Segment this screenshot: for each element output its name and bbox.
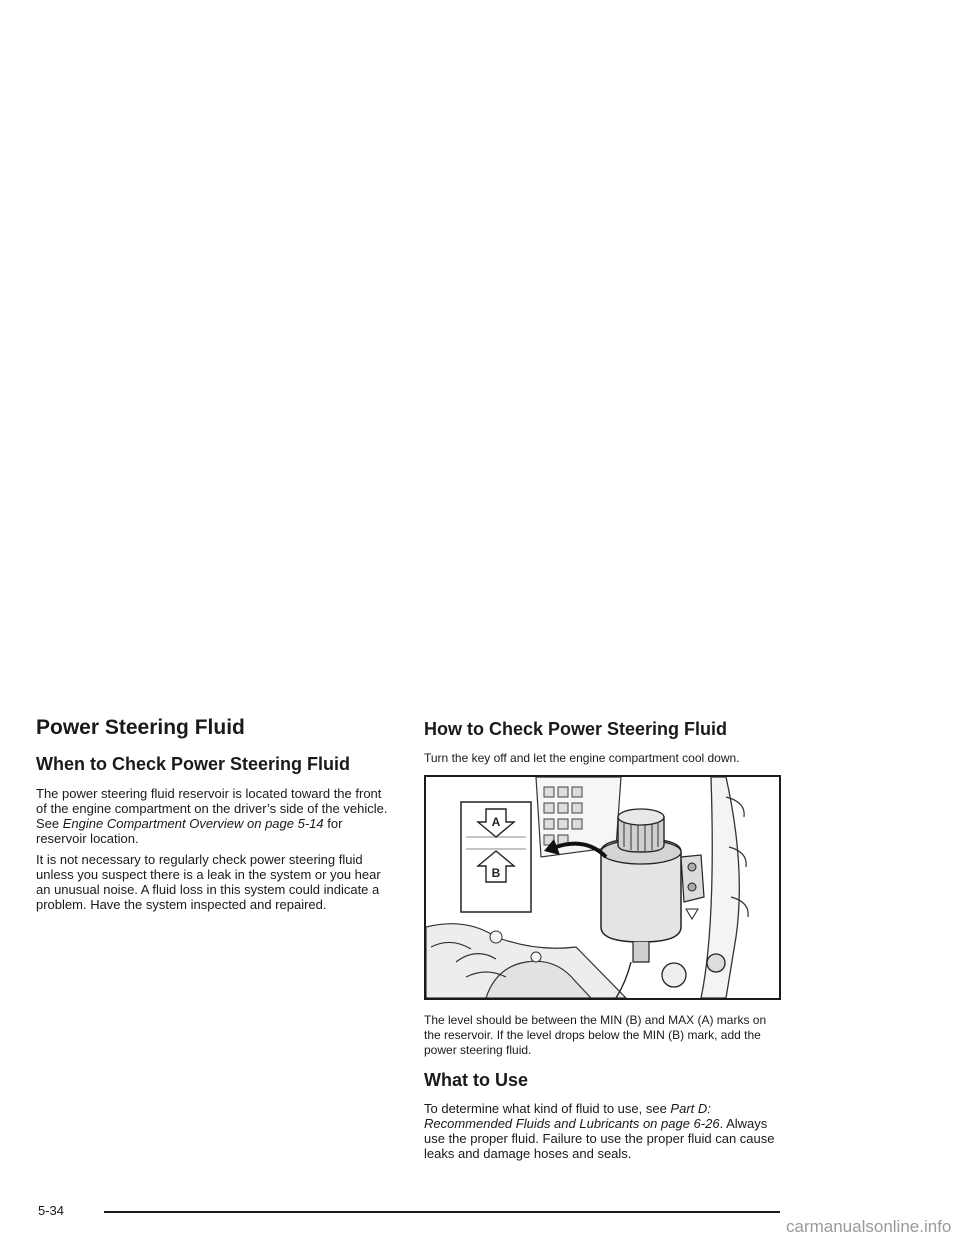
max-mark-label: A xyxy=(491,815,501,829)
reservoir-location-paragraph xyxy=(36,786,392,846)
para-text: The power steering fluid reservoir is located toward the front of the engine compartment on the driver’s side of the vehicle. See xyxy=(36,786,388,831)
footer-rule xyxy=(104,1211,780,1213)
recommended-fluids-reference-link[interactable]: Part D: Recommended Fluids and Lubricants on page 6-26 xyxy=(424,1101,720,1131)
min-mark-label: B xyxy=(491,866,501,880)
engine-compartment-reference-link[interactable]: Engine Compartment Overview on page 5-14 xyxy=(62,816,324,831)
watermark: carmanualsonline.info xyxy=(786,1217,952,1236)
para-text: . Always use the proper fluid. Failure to use the proper fluid can cause leaks and damage hoses and seals. xyxy=(424,1116,775,1161)
fluid-type-paragraph xyxy=(424,1101,776,1161)
para-text: for reservoir location. xyxy=(36,816,343,846)
page-title: Power Steering Fluid xyxy=(36,716,245,739)
section-heading-what: What to Use xyxy=(424,1070,529,1090)
check-necessity-paragraph: It is not necessary to regularly check power steering fluid unless you suspect there is a leak in the system or you hear an unusual noise. A fluid loss in this system could indicate a problem. Have the system inspected and repaired. xyxy=(36,852,381,912)
level-explanation-paragraph: The level should be between the MIN (B) and MAX (A) marks on the reservoir. If the level drops below the MIN (B) mark, add the power steering fluid. xyxy=(424,1013,767,1057)
section-heading-when: When to Check Power Steering Fluid xyxy=(36,754,351,774)
section-heading-how: How to Check Power Steering Fluid xyxy=(424,719,728,739)
page-number: 5-34 xyxy=(38,1203,65,1218)
reservoir-illustration-drawing xyxy=(426,777,779,998)
intro-paragraph: Turn the key off and let the engine compartment cool down. xyxy=(424,751,740,765)
reservoir-illustration xyxy=(424,775,781,1000)
para-text: To determine what kind of fluid to use, see xyxy=(424,1101,671,1116)
